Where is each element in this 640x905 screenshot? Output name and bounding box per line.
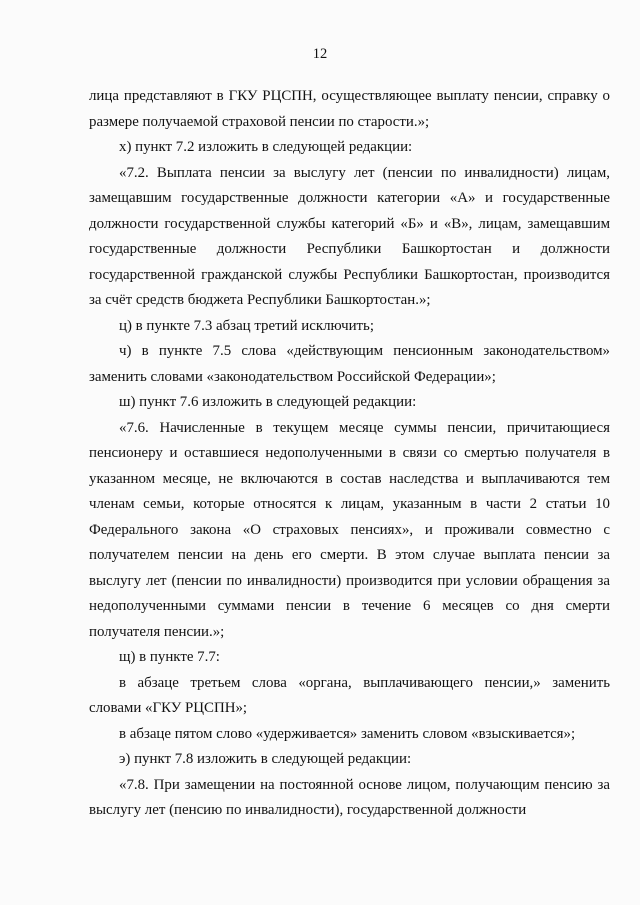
paragraph-item-shch: щ) в пункте 7.7: — [119, 649, 220, 665]
paragraph-clause-7-6: «7.6. Начисленные в текущем месяце суммы пенсии, причитающиеся пенсионеру и оставшиеся недополученными в связи со смертью получателя в указанном месяце, не включаются в состав наследства и выплачиваются тем членам семьи, которые относятся к лицам, указанным в части 2 статьи 10 Федерального закона «О страховых пенсиях», и проживали совместно с получателем пенсии на день его смерти. В этом случае выплата пенсии за выслугу лет (пенсии по инвалидности) производится при условии обращения за недополученными суммами пенсии в течение 6 месяцев со дня смерти получателя пенсии.»; — [89, 419, 610, 640]
paragraph-clause-7-8: «7.8. При замещении на постоянной основе лицом, получающим пенсию за выслугу лет (пенсию по инвалидности), государственной должности — [89, 776, 610, 818]
paragraph-item-ts: ц) в пункте 7.3 абзац третий исключить; — [119, 317, 374, 334]
paragraph-continuation: лица представляют в ГКУ РЦСПН, осуществляющее выплату пенсии, справку о размере получаемой страховой пенсии по старости.»; — [89, 88, 610, 130]
document-body — [89, 84, 610, 824]
paragraph-item-ch: ч) в пункте 7.5 слова «действующим пенсионным законодательством» заменить словами «законодательством Российской Федерации»; — [89, 343, 610, 385]
paragraph-subitem-fifth: в абзаце пятом слово «удерживается» заменить словом «взыскивается»; — [119, 725, 576, 742]
paragraph-item-kh: х) пункт 7.2 изложить в следующей редакции: — [119, 139, 413, 155]
paragraph-clause-7-2: «7.2. Выплата пенсии за выслугу лет (пенсии по инвалидности) лицам, замещавшим государственные должности категории «А» и государственные должности государственной службы категорий «Б» и «В», лицам, замещавшим государственные должности Республики Башкортостан и должности государственной гражданской службы Республики Башкортостан, производится за счёт средств бюджета Республики Башкортостан.»; — [89, 164, 610, 308]
paragraph-item-e: э) пункт 7.8 изложить в следующей редакции: — [119, 751, 412, 767]
paragraph-item-sh: ш) пункт 7.6 изложить в следующей редакции: — [119, 394, 417, 410]
page-number: 12 — [312, 46, 328, 62]
paragraph-subitem-third: в абзаце третьем слова «органа, выплачивающего пенсии,» заменить словами «ГКУ РЦСПН»; — [89, 674, 610, 716]
